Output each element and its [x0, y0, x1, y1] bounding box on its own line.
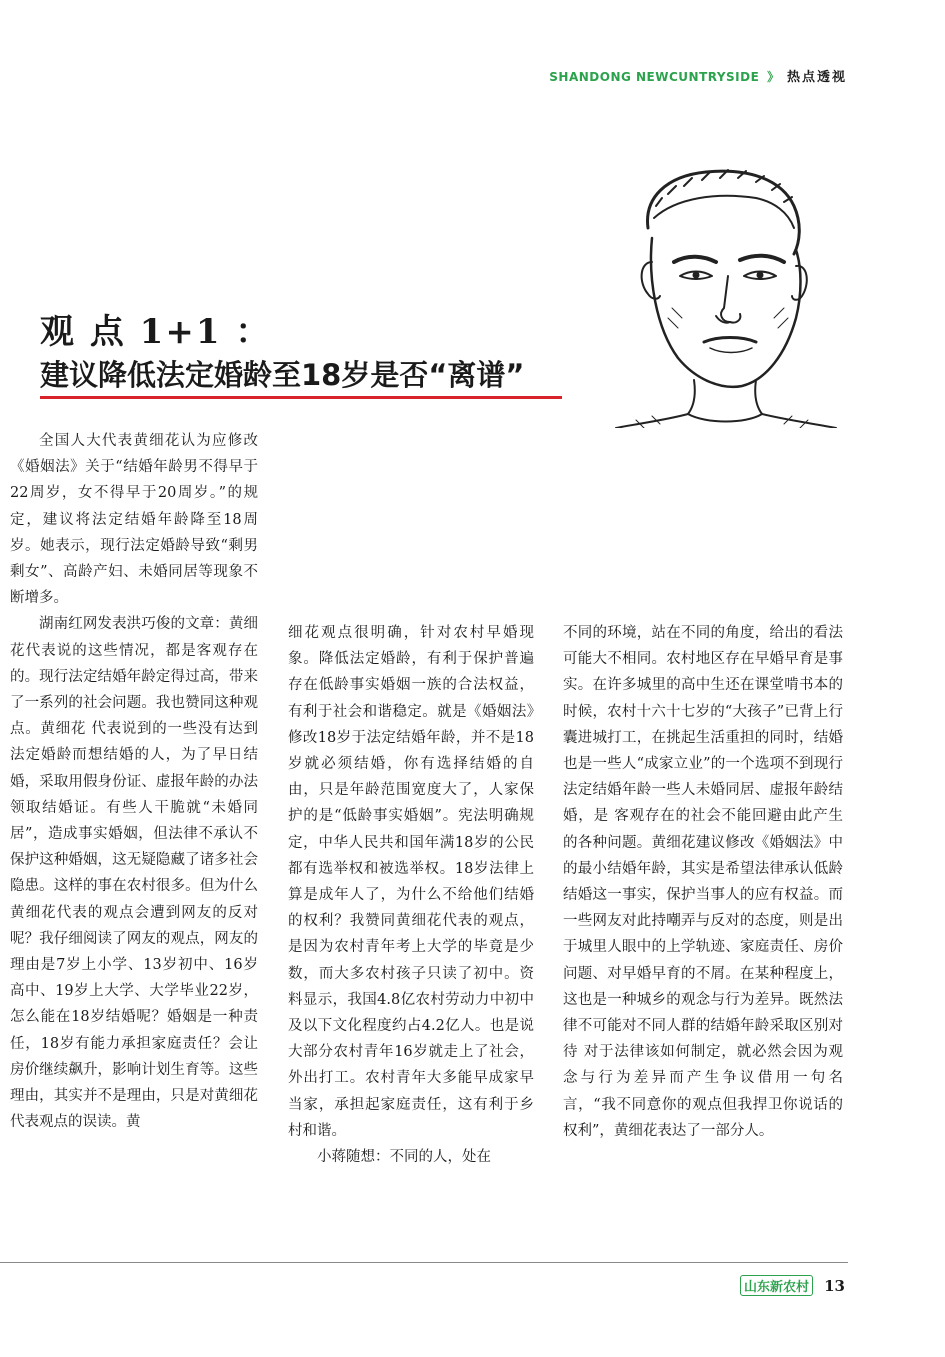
portrait-sketch [596, 158, 856, 428]
text-column-1 [10, 428, 258, 1135]
running-header [549, 66, 847, 85]
paragraph: 湖南红网发表洪巧俊的文章：黄细花代表说的这些情况，都是客观存在的。现行法定结婚年龄定得过高，带来了一系列的社会问题。我也赞同这种观点。黄细花 代表说到的一些没有达到法定婚龄而想结婚的人，为了早日结婚，采取用假身份证、虚报年龄的办法领取结婚证。有些人干脆就“未婚同居”，造成事实婚姻，但法律不承认不保护这种婚姻，这无疑隐藏了诸多社会隐患。这样的事在农村很多。但为什么黄细花代表的观点会遭到网友的反对呢？我仔细阅读了网友的观点，网友的理由是7岁上小学、13岁初中、16岁高中、19岁上大学、大学毕业22岁，怎么能在18岁结婚呢？婚姻是一种责任，18岁有能力承担家庭责任？会让房价继续飙升，影响计划生育等。这些理由，其实并不是理由，只是对黄细花代表观点的误读。黄 [10, 616, 258, 1131]
magazine-name-en: SHANDONG NEWCUNTRYSIDE [549, 70, 760, 84]
page-footer [740, 1275, 845, 1296]
article-title: 观 点 1+1 ： [40, 312, 272, 352]
footer-divider [0, 1262, 848, 1263]
text-column-3 [563, 620, 843, 1144]
title-underline [40, 396, 562, 399]
section-title: 热点透视 [786, 70, 847, 85]
paragraph: 细花观点很明确，针对农村早婚现象。降低法定婚龄，有利于保护普遍存在低龄事实婚姻一族的合法权益，有利于社会和谐稳定。就是《婚姻法》修改18岁于法定结婚年龄，并不是18岁就必须结婚，你有选择结婚的自由，只是年龄范围宽度大了，人家保护的是“低龄事实婚姻”。宪法明确规定，中华人民共和国年满18岁的公民都有选举权和被选举权。18岁法律上算是成年人了，为什么不给他们结婚的权利？我赞同黄细花代表的观点，是因为农村青年考上大学的毕竟是少数，而大多农村孩子只读了初中。资料显示，我国4.8亿农村劳动力中初中及以下文化程度约占4.2亿人。也是说大部分农村青年16岁就走上了社会，外出打工。农村青年大多能早成家早当家，承担起家庭责任，这有利于乡村和谐。 [288, 625, 534, 1139]
article-subtitle: 建议降低法定婚龄至18岁是否“离谱” [40, 358, 525, 392]
page-number: 13 [824, 1276, 845, 1295]
paragraph: 全国人大代表黄细花认为应修改《婚姻法》关于“结婚年龄男不得早于22周岁，女不得早于20周岁。”的规定，建议将法定结婚年龄降至18周岁。她表示，现行法定婚龄导致“剩男剩女”、高龄产妇、未婚同居等现象不断增多。 [10, 433, 258, 607]
paragraph: 不同的环境，站在不同的角度，给出的看法可能大不相同。农村地区存在早婚早育是事实。在许多城里的高中生还在课堂啃书本的时候，农村十六十七岁的“大孩子”已背上行囊进城打工，在挑起生活重担的同时，结婚也是一些人“成家立业”的一个选项不到现行法定结婚年龄一些人未婚同居、虚报年龄结婚，是 客观存在的社会不能回避由此产生的各种问题。黄细花建议修改《婚姻法》中的最小结婚年龄，其实是希望法律承认低龄结婚这一事实，保护当事人的应有权益。而一些网友对此持嘲弄与反对的态度，则是出于城里人眼中的上学轨迹、家庭责任、房价问题、对早婚早育的不屑。在某种程度上，这也是一种城乡的观念与行为差异。既然法律不可能对不同人群的结婚年龄采取区别对待 对于法律该如何制定，就必然会因为观念与行为差异而产生争议借用一句名言，“我不同意你的观点但我捍卫你说话的权利”，黄细花表达了一部分人。 [563, 625, 843, 1139]
paragraph: 小蒋随想：不同的人，处在 [317, 1149, 491, 1166]
chevron-right-icon: 》 [767, 70, 780, 84]
text-column-2 [288, 620, 534, 1170]
magazine-logo: 山东新农村 [740, 1275, 813, 1296]
article-title-block [40, 312, 524, 394]
